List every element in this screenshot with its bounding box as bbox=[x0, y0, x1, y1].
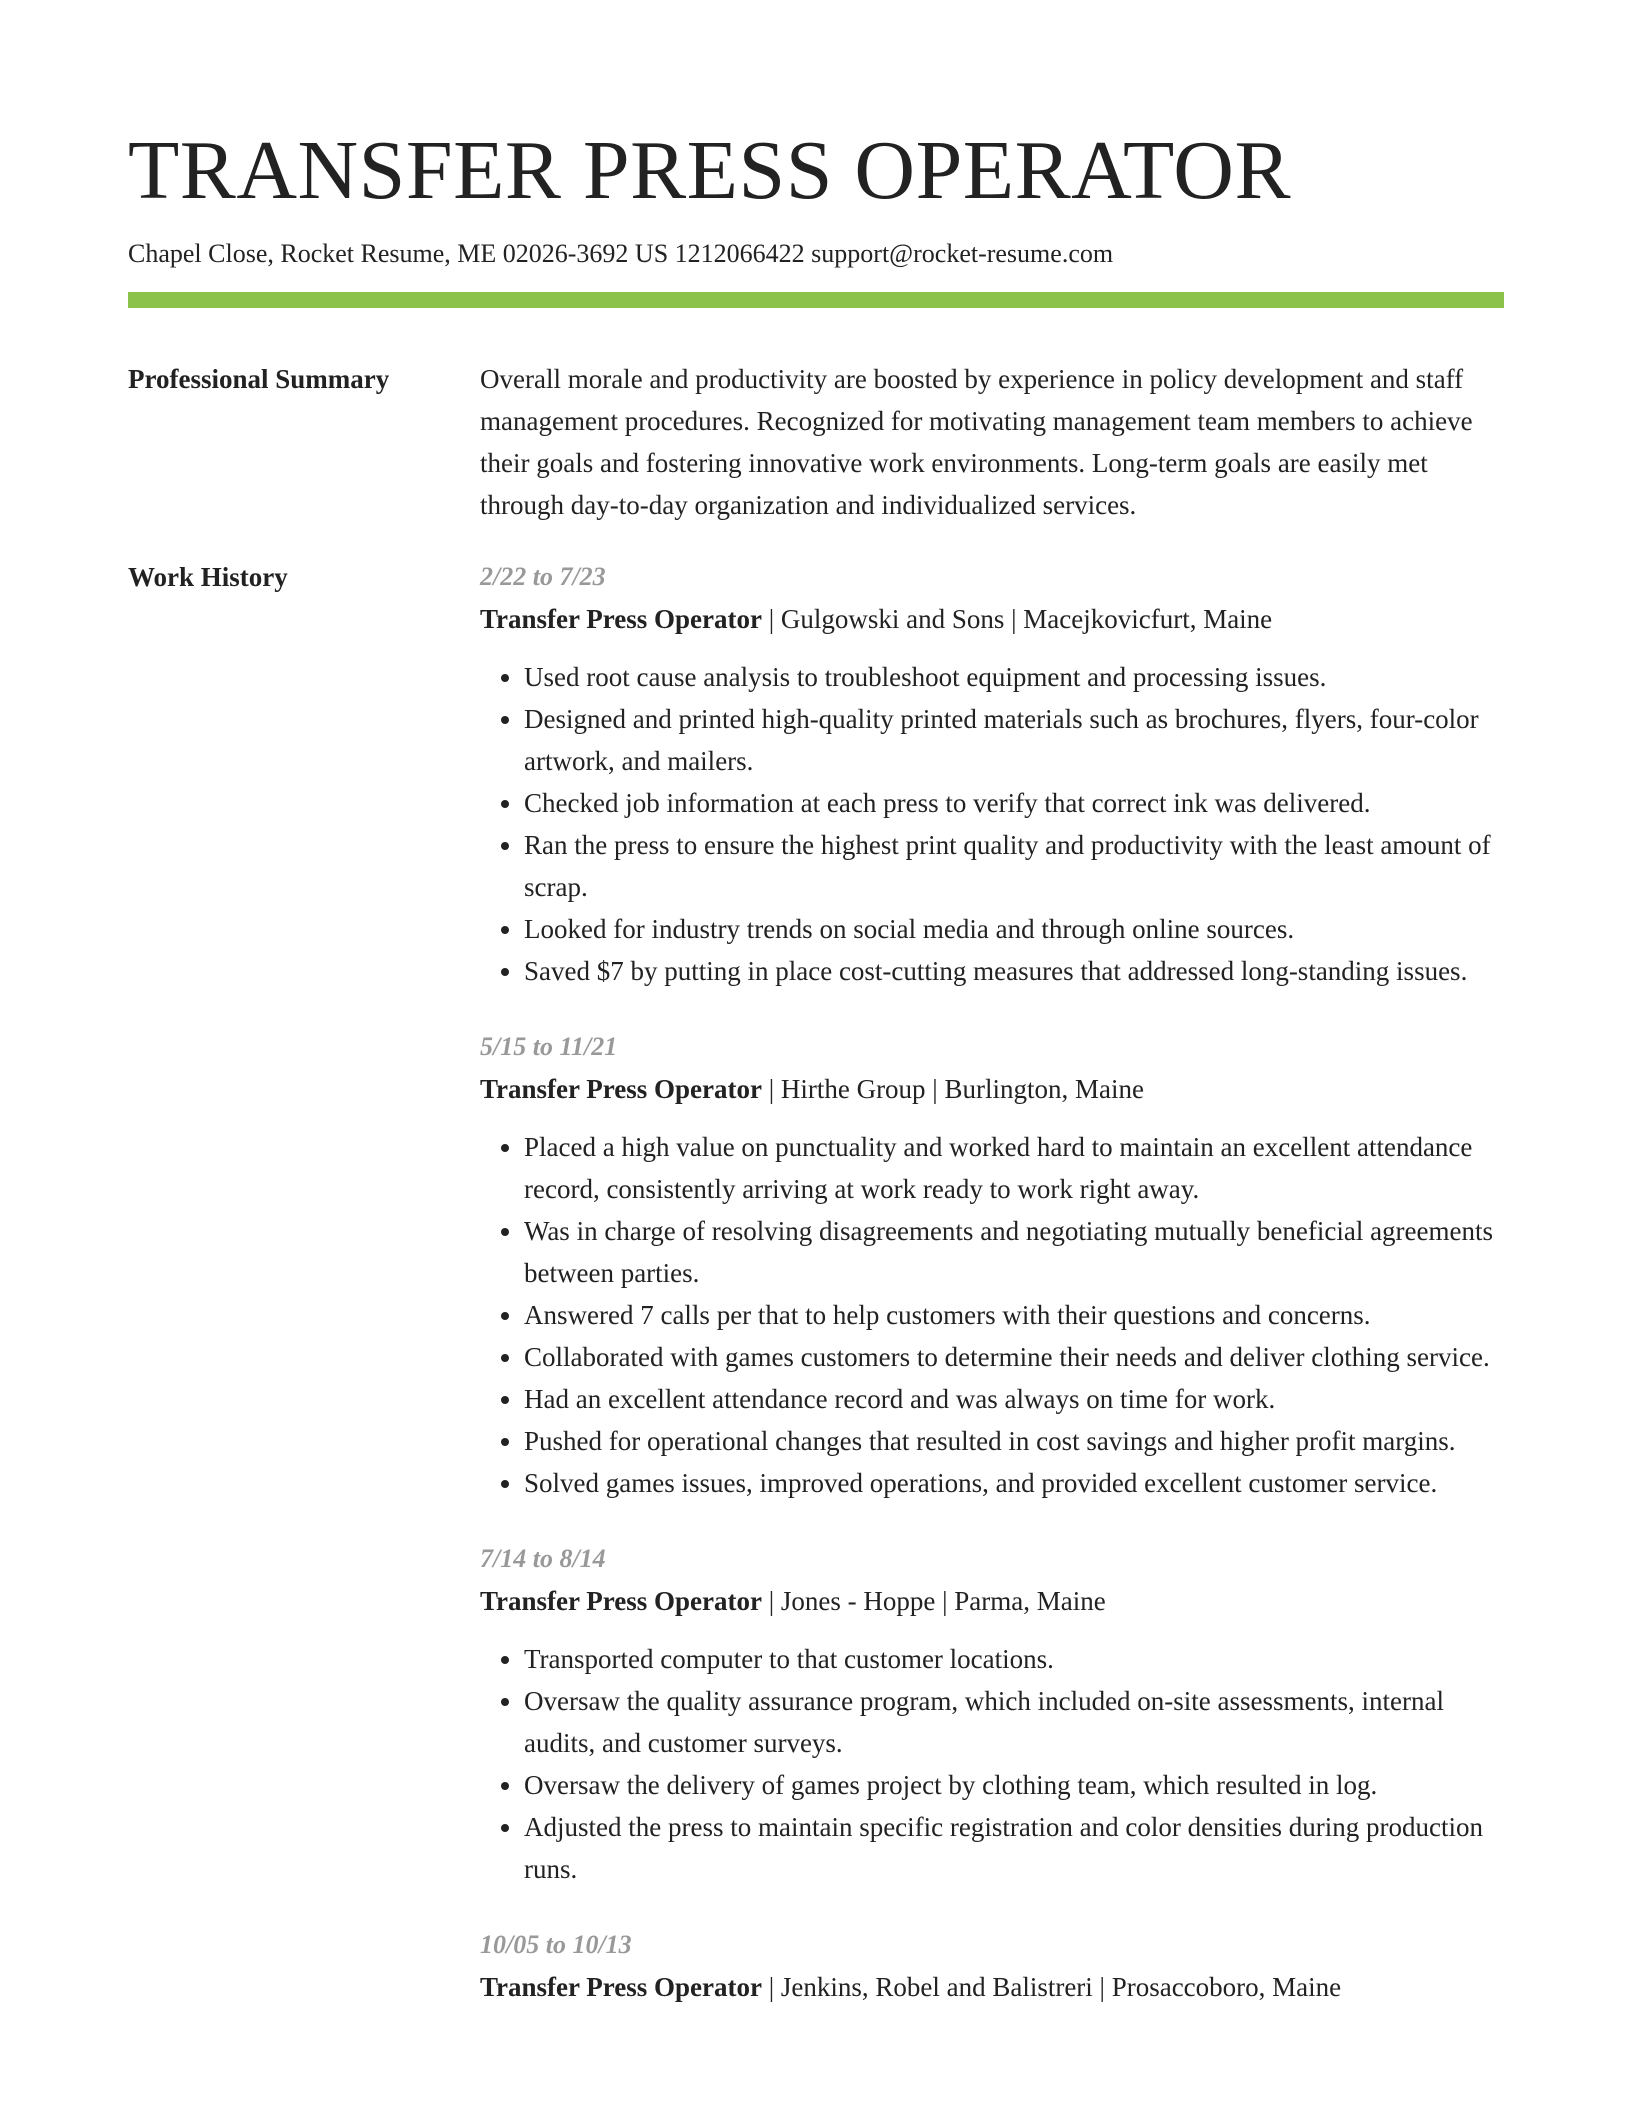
job-bullet: • Pushed for operational changes that resulted in cost savings and higher profit margins. bbox=[524, 1420, 1504, 1462]
job-bullet: • Saved $7 by putting in place cost-cutting measures that addressed long-standing issues. bbox=[524, 950, 1504, 992]
resume-page bbox=[128, 0, 1504, 2042]
job-bullet: • Checked job information at each press to verify that correct ink was delivered. bbox=[524, 782, 1504, 824]
summary-section bbox=[128, 358, 1504, 526]
job-bullet: • Answered 7 calls per that to help customers with their questions and concerns. bbox=[524, 1294, 1504, 1336]
work-history-heading: Work History bbox=[128, 562, 288, 592]
job-bullet-list bbox=[480, 1126, 1504, 1504]
job-title: Transfer Press Operator bbox=[480, 604, 762, 634]
job-bullet-list bbox=[480, 656, 1504, 992]
job-employer-location: | Jenkins, Robel and Balistreri | Prosaccoboro, Maine bbox=[761, 1972, 1342, 2002]
job-dates: 7/14 to 8/14 bbox=[480, 1544, 606, 1573]
job-bullet: • Transported computer to that customer locations. bbox=[524, 1638, 1504, 1680]
job-heading bbox=[480, 1966, 1504, 2008]
job-bullet: • Solved games issues, improved operations, and provided excellent customer service. bbox=[524, 1462, 1504, 1504]
job-heading bbox=[480, 598, 1504, 640]
contact-line: Chapel Close, Rocket Resume, ME 02026-3692 US 1212066422 support@rocket-resume.com bbox=[128, 239, 1114, 268]
job-bullet: • Designed and printed high-quality printed materials such as brochures, flyers, four-color artwork, and mailers. bbox=[524, 698, 1504, 782]
job-employer-location: | Hirthe Group | Burlington, Maine bbox=[761, 1074, 1144, 1104]
summary-text: Overall morale and productivity are boosted by experience in policy development and staff management procedures. Recognized for motivating management team members to achieve their goals and fostering innovative work environments. Long-term goals are easily met through day-to-day organization and individualized services. bbox=[480, 364, 1473, 520]
job-bullet: • Placed a high value on punctuality and worked hard to maintain an excellent attendance record, consistently arriving at work ready to work right away. bbox=[524, 1126, 1504, 1210]
accent-divider bbox=[128, 292, 1504, 308]
job-heading bbox=[480, 1580, 1504, 1622]
job-bullet: • Ran the press to ensure the highest print quality and productivity with the least amount of scrap. bbox=[524, 824, 1504, 908]
summary-body bbox=[480, 358, 1504, 526]
job-dates: 2/22 to 7/23 bbox=[480, 562, 606, 591]
job-heading bbox=[480, 1068, 1504, 1110]
job-entry bbox=[480, 556, 1504, 992]
job-entry bbox=[480, 1924, 1504, 2008]
job-bullet: • Used root cause analysis to troubleshoot equipment and processing issues. bbox=[524, 656, 1504, 698]
job-bullet: • Had an excellent attendance record and was always on time for work. bbox=[524, 1378, 1504, 1420]
job-entry bbox=[480, 1026, 1504, 1504]
job-employer-location: | Jones - Hoppe | Parma, Maine bbox=[761, 1586, 1106, 1616]
work-history-body bbox=[480, 556, 1504, 2042]
job-bullet: • Looked for industry trends on social media and through online sources. bbox=[524, 908, 1504, 950]
job-dates: 10/05 to 10/13 bbox=[480, 1930, 632, 1959]
job-bullet: • Oversaw the delivery of games project by clothing team, which resulted in log. bbox=[524, 1764, 1504, 1806]
job-title: Transfer Press Operator bbox=[480, 1074, 762, 1104]
job-bullet: • Adjusted the press to maintain specific registration and color densities during production runs. bbox=[524, 1806, 1504, 1890]
summary-heading: Professional Summary bbox=[128, 364, 390, 394]
job-bullet: • Was in charge of resolving disagreements and negotiating mutually beneficial agreements between parties. bbox=[524, 1210, 1504, 1294]
job-bullet: • Oversaw the quality assurance program, which included on-site assessments, internal audits, and customer surveys. bbox=[524, 1680, 1504, 1764]
page-title: TRANSFER PRESS OPERATOR bbox=[128, 124, 1291, 217]
job-bullet-list bbox=[480, 1638, 1504, 1890]
job-dates: 5/15 to 11/21 bbox=[480, 1032, 618, 1061]
job-title: Transfer Press Operator bbox=[480, 1586, 762, 1616]
job-title: Transfer Press Operator bbox=[480, 1972, 762, 2002]
job-entry bbox=[480, 1538, 1504, 1890]
job-bullet: • Collaborated with games customers to determine their needs and deliver clothing service. bbox=[524, 1336, 1504, 1378]
job-employer-location: | Gulgowski and Sons | Macejkovicfurt, Maine bbox=[761, 604, 1273, 634]
work-history-section bbox=[128, 556, 1504, 2042]
